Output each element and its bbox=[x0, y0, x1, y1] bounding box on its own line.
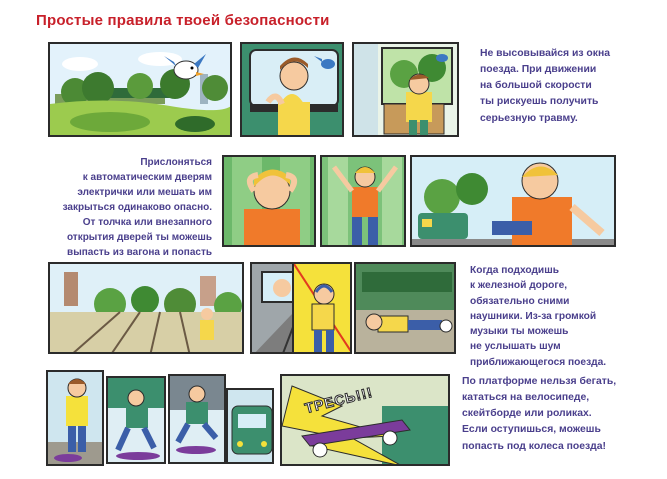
crash-sound-effect: ТРЕСЬ!!! bbox=[303, 383, 375, 417]
rule-window-text: Не высовывайся из окна поезда. При движении на большой скорости ты рискуешь получить серьезную травму. bbox=[480, 48, 611, 124]
page-title: Простые правила твоей безопасности bbox=[36, 12, 330, 29]
comic-panel-crash bbox=[280, 374, 450, 466]
rule-headphones-text: Когда подходишь к железной дороге, обязательно сними наушники. Из-за громкой музыки ты можешь не услышать шум приближающегося поезда. bbox=[470, 265, 607, 368]
comic-panel-boy-headphones bbox=[292, 262, 352, 354]
comic-panel-skater-jumping bbox=[168, 374, 226, 464]
comic-panel-boy-leaning-out bbox=[240, 42, 344, 137]
comic-panel-boy-pushed-by-train bbox=[354, 262, 456, 354]
comic-panel-boy-leaning-door bbox=[222, 155, 316, 247]
comic-panel-boy-in-doorway bbox=[320, 155, 406, 247]
comic-panel-train-landscape bbox=[48, 42, 232, 137]
comic-panel-boy-falling-out bbox=[410, 155, 616, 247]
rule-doors-text: Прислоняться к автоматическим дверям электрички или мешать им закрыться одинаково опасно. От толчка или внезапного открытия дверей ты можешь выпасть из вагона и попасть bbox=[62, 157, 212, 258]
comic-panel-railway-tracks bbox=[48, 262, 244, 354]
comic-panel-skater-standing bbox=[46, 370, 104, 466]
comic-panel-train-approaching bbox=[226, 388, 274, 464]
rule-platform-text: По платформе нельзя бегать, кататься на велосипеде, скейтборде или роликах. Если оступишься, можешь попасть под колеса поезда! bbox=[462, 376, 617, 452]
comic-panel-skater-riding bbox=[106, 376, 166, 464]
comic-panel-boy-sitting-by-window bbox=[352, 42, 459, 137]
